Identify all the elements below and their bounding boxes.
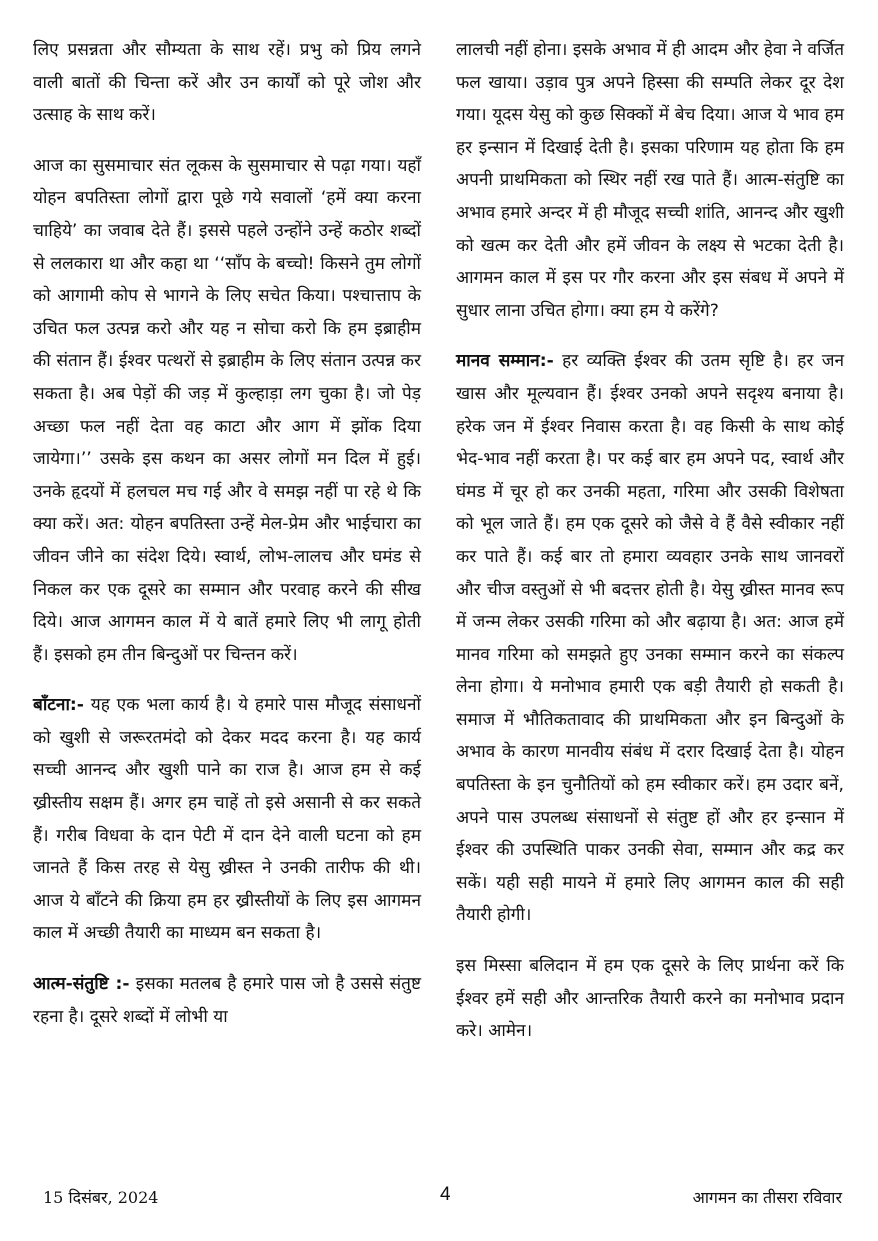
footer-date: 15 दिसंबर, 2024	[43, 1188, 159, 1207]
human-dignity-body: हर व्यक्ति ईश्वर की उतम सृष्टि है। हर जन खास और मूल्यवान हैं। ईश्वर उनको अपने सदृश्य बनाया है। हरेक जन में ईश्वर निवास करता है। वह किसी के साथ कोई भेद-भाव नहीं करता है। पर कई बार हम अपने पद, स्वार्थ और घंमड में चूर हो कर उनकी महता, गरिमा और उसकी विशेषता को भूल जाते हैं। हम एक दूसरे को जैसे वे हैं वैसे स्वीकार नहीं कर पाते हैं। कई बार तो हमारा व्यवहार उनके साथ जानवरों और चीज वस्तुओं से भी बदत्तर होती है। येसु ख्रीस्त मानव रूप में जन्म लेकर उसकी गरिमा को और बढ़ाया है। अत: आज हमें मानव गरिमा को समझते हुए उनका सम्मान करने का संकल्प लेना होगा। ये मनोभाव हमारी एक बड़ी तैयारी हो सकती है। समाज में भौतिकतावाद की प्राथमिकता और इन बिन्दुओं के अभाव के कारण मानवीय संबंध में दरार दिखाई देता है। योहन बपतिस्ता के इन चुनौतियों को हम स्वीकार करें। हम उदार बनें, अपने पास उपलब्ध संसाधनों से संतुष्ट हों और हर इन्सान में ईश्वर की उपस्थिति पाकर उनकी सेवा, सम्मान और कद्र कर सकें। यही सही मायने में हमारे लिए आगमन काल की सही तैयारी होगी।	[456, 351, 845, 926]
heading-human-dignity: मानव सम्मान:-	[456, 351, 554, 372]
paragraph-sharing	[33, 689, 421, 950]
paragraph-contentment	[33, 968, 421, 1033]
contentment-body: इसका मतलब है हमारे पास जो है उससे संतुष्ट रहना है। दूसरे शब्दों में लोभी या	[33, 974, 421, 1027]
paragraph-gospel-reflection: आज का सुसमाचार संत लूकस के सुसमाचार से पढ़ा गया। यहाँ योहन बपतिस्ता लोगों द्वारा पूछे गये सवालों ‘हमें क्या करना चाहिये’ का जवाब देते हैं। इससे पहले उन्होंने उन्हें कठोर शब्दों से ललकारा था और कहा था ‘‘साँप के बच्चो! किसने तुम लोगों को आगामी कोप से भागने के लिए सचेत किया। पश्चात्ताप के उचित फल उत्पन्न करो और यह न सोचा करो कि हम इब्राहीम की संतान हैं। ईश्वर पत्थरों से इब्राहीम के लिए संतान उत्पन्न कर सकता है। अब पेड़ों की जड़ में कुल्हाड़ा लग चुका है। जो पेड़ अच्छा फल नहीं देता वह काटा और आग में झोंक दिया जायेगा।’’ उसके इस कथन का असर लोगों मन दिल में हुई। उनके हृदयों में हलचल मच गई और वे समझ नहीं पा रहे थे कि क्या करें। अत: योहन बपतिस्ता उन्हें मेल-प्रेम और भाईचारा का जीवन जीने का संदेश दिये। स्वार्थ, लोभ-लालच और घमंड से निकल कर एक दूसरे का सम्मान और परवाह करने की सीख दिये। आज आगमन काल में ये बातें हमारे लिए भी लागू होती हैं। इसको हम तीन बिन्दुओं पर चिन्तन करें।	[33, 155, 421, 665]
heading-contentment: आत्म-संतुष्टि :-	[33, 974, 130, 995]
sharing-body: यह एक भला कार्य है। ये हमारे पास मौजूद संसाधनों को खुशी से जरूरतमंदो को देकर मदद करना है। यह कार्य सच्ची आनन्द और खुशी पाने का राज है। आज हम से कई ख्रीस्तीय सक्षम हैं। अगर हम चाहें तो इसे असानी से कर सकते हैं। गरीब विधवा के दान पेटी में दान देने वाली घटना को हम जानते हैं किस तरह से येसु ख्रीस्त ने उनकी तारीफ की थी। आज ये बाँटने की क्रिया हम हर ख्रीस्तीयों के लिए इस आगमन काल में अच्छी तैयारी का माध्यम बन सकता है।	[33, 695, 421, 944]
left-column	[33, 34, 421, 1051]
page-number: 4	[440, 1184, 451, 1205]
paragraph-contentment-continued: लालची नहीं होना। इसके अभाव में ही आदम और हेवा ने वर्जित फल खाया। उड़ाव पुत्र अपने हिस्सा की सम्पति लेकर दूर देश गया। यूदस येसु को कुछ सिक्कों में बेच दिया। आज ये भाव हम हर इन्सान में दिखाई देती है। इसका परिणाम यह होता कि हम अपनी प्राथमिकता को स्थिर नहीं रख पाते हैं। आत्म-संतुष्टि का अभाव हमारे अन्दर में ही मौजूद सच्ची शांति, आनन्द और खुशी को खत्म कर देती और हमें जीवन के लक्ष्य से भटका देती है। आगमन काल में इस पर गौर करना और इस संबध में अपने में सुधार लाना उचित होगा। क्या हम ये करेंगे?	[456, 40, 844, 321]
paragraph-closing-prayer: इस मिस्सा बलिदान में हम एक दूसरे के लिए प्रार्थना करें कि ईश्वर हमें सही और आन्तरिक तैयारी करने का मनोभाव प्रदान करे। आमेन।	[456, 956, 844, 1042]
paragraph-intro-continued: लिए प्रसन्नता और सौम्यता के साथ रहें। प्रभु को प्रिय लगने वाली बातों की चिन्ता करें और उन कार्यों को पूरे जोश और उत्साह के साथ करें।	[33, 40, 421, 126]
paragraph-human-dignity	[456, 345, 844, 932]
footer-title: आगमन का तीसरा रविवार	[692, 1188, 842, 1207]
heading-sharing: बाँटना:-	[33, 695, 84, 716]
right-column	[456, 34, 844, 1066]
